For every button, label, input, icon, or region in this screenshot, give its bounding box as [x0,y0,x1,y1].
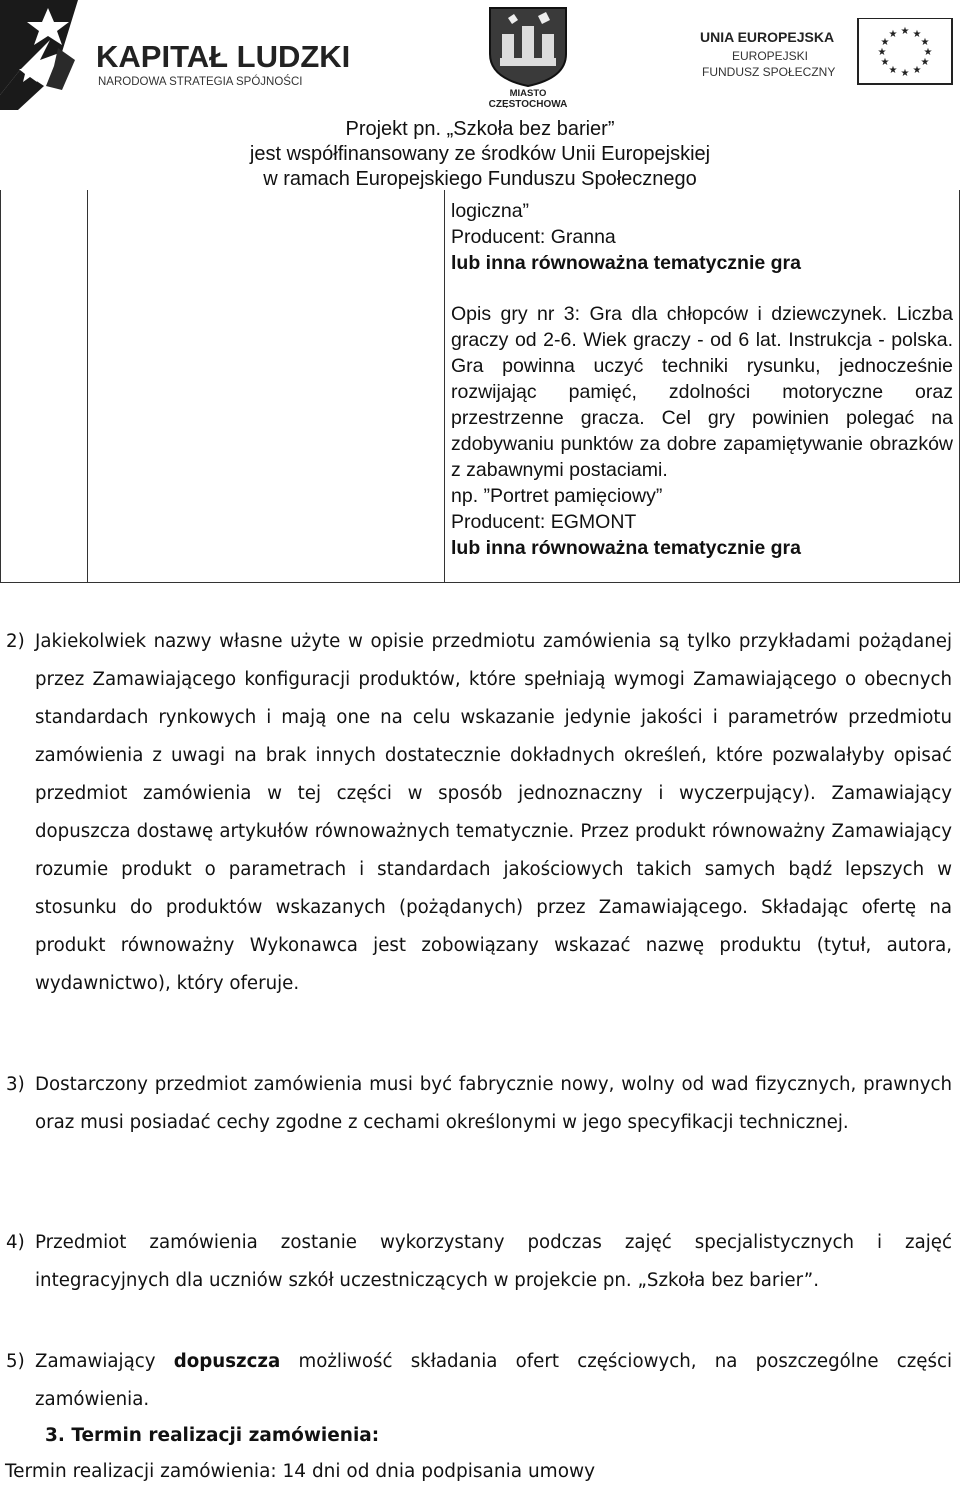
paragraph-4 [6,1224,952,1300]
game3-equivalent-note: lub inna równoważna tematycznie gra [451,537,801,559]
table-column-divider [87,190,88,582]
game3-description-block [451,301,953,561]
paragraph-emphasis: dopuszcza [173,1351,281,1372]
svg-text:FUNDUSZ SPOŁECZNY: FUNDUSZ SPOŁECZNY [702,65,836,79]
section-heading: 3. Termin realizacji zamówienia: [45,1425,380,1446]
paragraph-3 [6,1066,952,1142]
svg-text:UNIA EUROPEJSKA: UNIA EUROPEJSKA [700,29,835,45]
svg-text:KAPITAŁ LUDZKI: KAPITAŁ LUDZKI [96,39,351,74]
paragraph-text: Przedmiot zamówienia zostanie wykorzystany podczas zajęć specjalistycznych i zajęć integracyjnych dla uczniów szkół uczestniczących w projekcie pn. „Szkoła bez barier”. [35,1232,952,1291]
svg-text:NARODOWA STRATEGIA SPÓJNOŚCI: NARODOWA STRATEGIA SPÓJNOŚCI [98,76,303,88]
cofinancing-line: jest współfinansowany ze środków Unii Europejskiej [249,143,711,165]
eu-social-fund-logo [696,18,956,88]
svg-text:★: ★ [888,65,898,76]
svg-text:★: ★ [900,68,910,79]
svg-text:★: ★ [880,57,890,68]
project-title-line: Projekt pn. „Szkoła bez barier” [345,118,615,140]
paragraph-5 [6,1343,952,1419]
game2-description-tail [451,198,953,276]
svg-text:★: ★ [900,26,910,37]
paragraph-text: Dostarczony przedmiot zamówienia musi być fabrycznie nowy, wolny od wad fizycznych, prawnych oraz musi posiadać cechy zgodne z cechami określonymi w jego specyfikacji technicznej. [35,1074,952,1133]
paragraph-number: 2) [6,631,25,652]
paragraph-number: 5) [6,1351,25,1372]
delivery-deadline: Termin realizacji zamówienia: 14 dni od dnia podpisania umowy [5,1461,596,1482]
kapital-ludzki-logo [0,0,360,110]
paragraph-text: Jakiekolwiek nazwy własne użyte w opisie przedmiotu zamówienia są tylko przykładami pożądanej przez Zamawiającego konfiguracji produktów, które spełniają wymogi Zamawiającego o obecnych standardach rynkowych i mają one na celu wskazanie jedynie jakości i parametrów przedmiotu zamówienia z uwagi na brak innych dostatecznie dokładnych określeń, które pozwalałyby opisać przedmiot zamówienia w tej części w sposób jednoznaczny i wyczerpujący). Zamawiający dopuszcza dostawę artykułów równoważnych tematycznie. Przez produkt równoważny Zamawiający rozumie produkt o parametrach i standardach jakościowych takich samych bądź lepszych w stosunku do produktów wskazanych (pożądanych) przez Zamawiającego. Składając ofertę na produkt równoważny Wykonawca jest zobowiązany wskazać nazwę produktu (tytuł, autora, wydawnictwo), który oferuje. [35,631,952,994]
svg-text:★: ★ [923,47,933,58]
game2-equivalent-note: lub inna równoważna tematycznie gra [451,252,801,274]
table-column-divider [444,190,445,582]
game2-title-end: logiczna” [451,200,530,222]
paragraph-text-end: możliwość składania ofert częściowych, na poszczególne części zamówienia. [35,1351,952,1410]
svg-text:★: ★ [912,65,922,76]
svg-text:★: ★ [877,47,887,58]
czestochowa-city-crest [478,4,578,108]
fund-line: w ramach Europejskiego Funduszu Społecznego [263,168,697,190]
svg-text:★: ★ [880,37,890,48]
paragraph-number: 4) [6,1232,25,1253]
game2-producer: Producent: Granna [451,226,616,248]
svg-text:★: ★ [912,29,922,40]
game3-description: Opis gry nr 3: Gra dla chłopców i dziewczynek. Liczba graczy od 2-6. Wiek graczy - od 6 lat. Instrukcja - polska. Gra powinna uczyć techniki rysunku, jednocześnie rozwijając pamięć, zdolności motoryczne oraz przestrzenne gracza. Cel gry powinien polegać na zdobywaniu punktów za dobre zapamiętywanie obrazków z zabawnymi postaciami. [451,303,953,481]
paragraph-2 [6,623,952,1003]
svg-text:★: ★ [888,29,898,40]
svg-text:CZĘSTOCHOWA: CZĘSTOCHOWA [488,99,568,108]
svg-text:MIASTO: MIASTO [509,88,547,99]
game3-example: np. ”Portret pamięciowy” [451,485,663,507]
paragraph-text-start: Zamawiający [35,1351,174,1372]
svg-text:★: ★ [920,57,930,68]
svg-text:★: ★ [920,37,930,48]
svg-text:EUROPEJSKI: EUROPEJSKI [732,49,809,63]
paragraph-number: 3) [6,1074,25,1095]
game3-producer: Producent: EGMONT [451,511,637,533]
